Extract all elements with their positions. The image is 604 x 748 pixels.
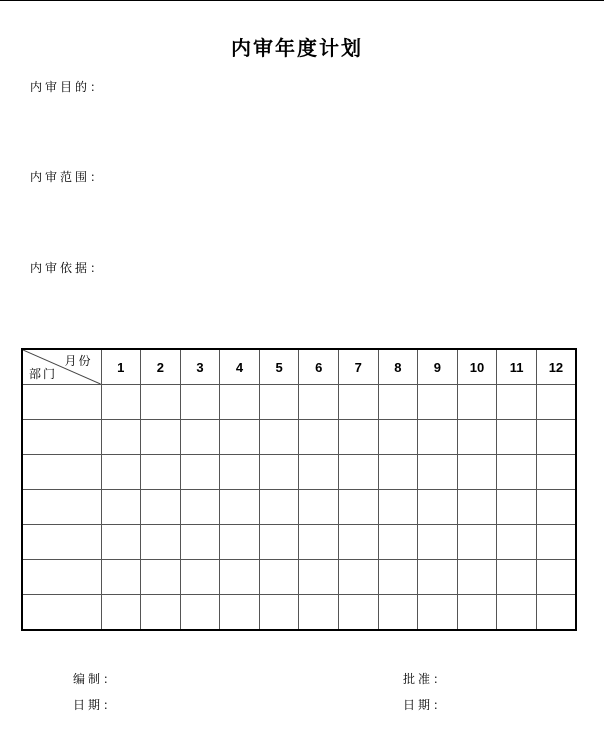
month-3-cell[interactable]	[180, 490, 220, 525]
table-row	[22, 595, 576, 631]
table-body	[22, 385, 576, 631]
month-7-cell[interactable]	[338, 420, 378, 455]
month-1-cell[interactable]	[101, 420, 141, 455]
month-2-cell[interactable]	[141, 490, 181, 525]
month-2-cell[interactable]	[141, 455, 181, 490]
month-9-cell[interactable]	[418, 385, 458, 420]
month-8-cell[interactable]	[378, 420, 418, 455]
compiled-by-label: 编制：	[73, 672, 119, 686]
month-header-label: 月份	[64, 354, 93, 368]
month-6-cell[interactable]	[299, 525, 339, 560]
month-header-11: 11	[497, 349, 537, 385]
department-cell[interactable]	[22, 455, 101, 490]
month-2-cell[interactable]	[141, 595, 181, 631]
month-6-cell[interactable]	[299, 560, 339, 595]
month-3-cell[interactable]	[180, 420, 220, 455]
month-header-8: 8	[378, 349, 418, 385]
department-header-label: 部门	[29, 367, 58, 381]
month-5-cell[interactable]	[259, 385, 299, 420]
month-3-cell[interactable]	[180, 560, 220, 595]
month-2-cell[interactable]	[141, 385, 181, 420]
table-row	[22, 420, 576, 455]
month-4-cell[interactable]	[220, 560, 260, 595]
month-4-cell[interactable]	[220, 525, 260, 560]
month-7-cell[interactable]	[338, 490, 378, 525]
month-7-cell[interactable]	[338, 595, 378, 631]
dept-month-diagonal-header	[22, 349, 101, 385]
month-12-cell[interactable]	[536, 420, 576, 455]
department-cell[interactable]	[22, 595, 101, 631]
table-header-row	[22, 349, 576, 385]
month-5-cell[interactable]	[259, 595, 299, 631]
month-1-cell[interactable]	[101, 455, 141, 490]
month-10-cell[interactable]	[457, 525, 497, 560]
compiled-date-label: 日期：	[73, 698, 119, 712]
department-cell[interactable]	[22, 385, 101, 420]
month-1-cell[interactable]	[101, 560, 141, 595]
month-6-cell[interactable]	[299, 420, 339, 455]
month-6-cell[interactable]	[299, 595, 339, 631]
month-1-cell[interactable]	[101, 595, 141, 631]
month-9-cell[interactable]	[418, 525, 458, 560]
department-cell[interactable]	[22, 420, 101, 455]
month-header-3: 3	[180, 349, 220, 385]
month-5-cell[interactable]	[259, 490, 299, 525]
month-8-cell[interactable]	[378, 455, 418, 490]
table-row	[22, 525, 576, 560]
month-11-cell[interactable]	[497, 595, 537, 631]
month-11-cell[interactable]	[497, 525, 537, 560]
month-10-cell[interactable]	[457, 595, 497, 631]
month-10-cell[interactable]	[457, 560, 497, 595]
month-3-cell[interactable]	[180, 385, 220, 420]
table-row	[22, 455, 576, 490]
month-5-cell[interactable]	[259, 560, 299, 595]
department-cell[interactable]	[22, 490, 101, 525]
month-7-cell[interactable]	[338, 455, 378, 490]
month-header-7: 7	[338, 349, 378, 385]
approved-date-label: 日期：	[403, 698, 449, 712]
month-3-cell[interactable]	[180, 595, 220, 631]
month-11-cell[interactable]	[497, 455, 537, 490]
month-3-cell[interactable]	[180, 525, 220, 560]
month-header-9: 9	[418, 349, 458, 385]
month-12-cell[interactable]	[536, 595, 576, 631]
department-cell[interactable]	[22, 525, 101, 560]
month-4-cell[interactable]	[220, 385, 260, 420]
month-9-cell[interactable]	[418, 490, 458, 525]
month-10-cell[interactable]	[457, 385, 497, 420]
month-5-cell[interactable]	[259, 525, 299, 560]
month-10-cell[interactable]	[457, 490, 497, 525]
month-3-cell[interactable]	[180, 455, 220, 490]
month-5-cell[interactable]	[259, 455, 299, 490]
month-2-cell[interactable]	[141, 420, 181, 455]
annual-audit-plan-table	[21, 348, 577, 631]
month-5-cell[interactable]	[259, 420, 299, 455]
month-6-cell[interactable]	[299, 385, 339, 420]
month-10-cell[interactable]	[457, 420, 497, 455]
month-1-cell[interactable]	[101, 385, 141, 420]
top-border-line	[0, 0, 604, 1]
month-8-cell[interactable]	[378, 595, 418, 631]
month-header-2: 2	[141, 349, 181, 385]
audit-scope-label: 内审范围：	[30, 170, 106, 184]
month-header-1: 1	[101, 349, 141, 385]
audit-purpose-label: 内审目的：	[30, 80, 106, 94]
month-4-cell[interactable]	[220, 420, 260, 455]
month-header-6: 6	[299, 349, 339, 385]
month-6-cell[interactable]	[299, 490, 339, 525]
month-8-cell[interactable]	[378, 385, 418, 420]
month-8-cell[interactable]	[378, 560, 418, 595]
month-4-cell[interactable]	[220, 455, 260, 490]
month-9-cell[interactable]	[418, 455, 458, 490]
table-row	[22, 385, 576, 420]
month-4-cell[interactable]	[220, 595, 260, 631]
month-11-cell[interactable]	[497, 490, 537, 525]
month-9-cell[interactable]	[418, 560, 458, 595]
month-2-cell[interactable]	[141, 525, 181, 560]
month-11-cell[interactable]	[497, 385, 537, 420]
month-7-cell[interactable]	[338, 525, 378, 560]
month-12-cell[interactable]	[536, 385, 576, 420]
approved-by-label: 批准：	[403, 672, 449, 686]
table-row	[22, 560, 576, 595]
month-9-cell[interactable]	[418, 420, 458, 455]
department-cell[interactable]	[22, 560, 101, 595]
audit-basis-label: 内审依据：	[30, 261, 106, 275]
month-8-cell[interactable]	[378, 525, 418, 560]
month-10-cell[interactable]	[457, 455, 497, 490]
month-7-cell[interactable]	[338, 560, 378, 595]
document-title: 内审年度计划	[231, 36, 363, 60]
month-12-cell[interactable]	[536, 525, 576, 560]
month-7-cell[interactable]	[338, 385, 378, 420]
month-header-10: 10	[457, 349, 497, 385]
month-1-cell[interactable]	[101, 525, 141, 560]
month-header-12: 12	[536, 349, 576, 385]
month-2-cell[interactable]	[141, 560, 181, 595]
month-header-5: 5	[259, 349, 299, 385]
month-4-cell[interactable]	[220, 490, 260, 525]
month-11-cell[interactable]	[497, 420, 537, 455]
month-12-cell[interactable]	[536, 490, 576, 525]
month-8-cell[interactable]	[378, 490, 418, 525]
month-header-4: 4	[220, 349, 260, 385]
month-6-cell[interactable]	[299, 455, 339, 490]
month-12-cell[interactable]	[536, 560, 576, 595]
month-12-cell[interactable]	[536, 455, 576, 490]
month-1-cell[interactable]	[101, 490, 141, 525]
month-11-cell[interactable]	[497, 560, 537, 595]
month-9-cell[interactable]	[418, 595, 458, 631]
table-row	[22, 490, 576, 525]
